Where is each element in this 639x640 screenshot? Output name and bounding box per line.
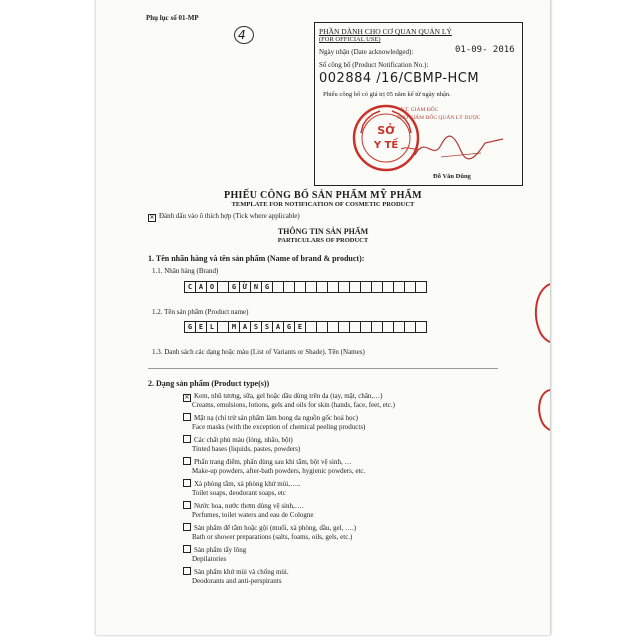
product-char-box[interactable] bbox=[218, 322, 229, 332]
handwritten-page-number: 4 bbox=[238, 28, 246, 42]
official-heading: PHẦN DÀNH CHO CƠ QUAN QUẢN LÝ bbox=[319, 27, 452, 36]
product-char-box[interactable] bbox=[405, 322, 416, 332]
brand-label: 1.1. Nhãn hàng (Brand) bbox=[152, 267, 219, 275]
product-char-box[interactable]: E bbox=[196, 322, 207, 332]
product-type-item bbox=[183, 434, 513, 454]
section-divider bbox=[148, 368, 498, 369]
brand-char-box[interactable]: C bbox=[185, 282, 196, 292]
brand-char-box[interactable] bbox=[394, 282, 405, 292]
product-char-box[interactable] bbox=[328, 322, 339, 332]
product-type-item bbox=[183, 478, 513, 498]
brand-char-box[interactable] bbox=[306, 282, 317, 292]
product-char-box[interactable]: G bbox=[185, 322, 196, 332]
product-char-box[interactable] bbox=[317, 322, 328, 332]
document-page bbox=[96, 0, 550, 635]
product-char-box[interactable] bbox=[416, 322, 426, 332]
brand-char-box[interactable] bbox=[218, 282, 229, 292]
product-char-box[interactable]: E bbox=[295, 322, 306, 332]
product-type-checkbox[interactable] bbox=[183, 435, 191, 443]
product-type-checkbox[interactable] bbox=[183, 523, 191, 531]
product-type-text-en: Perfumes, toilet waters and eau de Cologne bbox=[192, 511, 314, 519]
product-char-box[interactable]: L bbox=[207, 322, 218, 332]
product-type-label-vi bbox=[183, 434, 513, 445]
product-type-label-vi bbox=[183, 522, 513, 533]
product-type-text-vi: Xà phòng tắm, xà phòng khử mùi,….. bbox=[194, 480, 301, 488]
product-char-box[interactable] bbox=[383, 322, 394, 332]
product-char-box[interactable] bbox=[306, 322, 317, 332]
product-char-box[interactable]: M bbox=[229, 322, 240, 332]
product-type-text-en: Face masks (with the exception of chemical peeling products) bbox=[192, 423, 366, 431]
stamp-text-mid: Y TẾ bbox=[373, 140, 399, 151]
product-type-label-vi bbox=[183, 392, 513, 401]
brand-char-box[interactable] bbox=[361, 282, 372, 292]
signer-title-1: KT. GIÁM ĐỐC bbox=[401, 107, 439, 113]
product-type-list bbox=[183, 392, 513, 588]
product-name-label: 1.2. Tên sản phẩm (Product name) bbox=[152, 308, 249, 316]
product-type-text-en: Deodorants and anti-perspirants bbox=[192, 577, 282, 585]
variants-label: 1.3. Danh sách các dạng hoặc màu (List of Variants or Shade). Tên (Names) bbox=[152, 348, 365, 356]
product-type-item bbox=[183, 500, 513, 520]
official-use-box bbox=[314, 22, 523, 186]
product-type-text-vi: Kem, nhũ tương, sữa, gel hoặc dầu dùng trên da (tay, mặt, chân,…) bbox=[194, 392, 383, 400]
product-type-checkbox[interactable]: ✕ bbox=[184, 395, 190, 401]
product-type-checkbox[interactable] bbox=[183, 457, 191, 465]
product-type-label-vi bbox=[183, 412, 513, 423]
product-type-checkbox[interactable] bbox=[183, 501, 191, 509]
form-title: PHIẾU CÔNG BỐ SẢN PHẨM MỸ PHẨM bbox=[224, 190, 422, 201]
notification-number-label: Số công bố (Product Notification No.): bbox=[319, 61, 429, 69]
product-char-box[interactable] bbox=[394, 322, 405, 332]
product-name-char-boxes[interactable] bbox=[184, 321, 427, 333]
product-char-box[interactable]: G bbox=[284, 322, 295, 332]
tick-instruction bbox=[148, 212, 300, 221]
product-type-text-en: Creams, emulsions, lotions, gels and oils for skin (hands, face, feet, etc.) bbox=[192, 401, 395, 409]
brand-char-box[interactable]: O bbox=[207, 282, 218, 292]
signer-name: Đỗ Văn Dũng bbox=[433, 173, 471, 180]
form-subtitle: TEMPLATE FOR NOTIFICATION OF COSMETIC PRODUCT bbox=[231, 201, 415, 208]
signature-icon bbox=[411, 131, 511, 163]
section-subtitle: PARTICULARS OF PRODUCT bbox=[277, 237, 369, 244]
section-title: THÔNG TIN SẢN PHẨM bbox=[277, 227, 369, 236]
brand-char-box[interactable] bbox=[339, 282, 350, 292]
product-char-box[interactable] bbox=[361, 322, 372, 332]
notification-number-value: 002884 /16/CBMP-HCM bbox=[319, 71, 480, 86]
product-char-box[interactable]: A bbox=[240, 322, 251, 332]
product-type-label-vi bbox=[183, 456, 513, 467]
product-type-label-vi bbox=[183, 500, 513, 511]
product-type-item bbox=[183, 566, 513, 586]
question-2-heading: 2. Dạng sản phẩm (Product type(s)) bbox=[148, 379, 270, 388]
brand-char-box[interactable] bbox=[328, 282, 339, 292]
product-type-text-vi: Các chất phủ màu (lỏng, nhão, bột) bbox=[194, 436, 293, 444]
brand-char-box[interactable] bbox=[405, 282, 416, 292]
product-type-checkbox[interactable] bbox=[183, 479, 191, 487]
product-type-item bbox=[183, 456, 513, 476]
brand-char-boxes[interactable] bbox=[184, 281, 427, 293]
product-type-text-vi: Sản phẩm khử mùi và chống mùi. bbox=[194, 568, 289, 576]
product-type-text-en: Tinted bases (liquids, pastes, powders) bbox=[192, 445, 301, 453]
product-type-text-vi: Nước hoa, nước thơm dùng vệ sinh,…. bbox=[194, 502, 304, 510]
appendix-label: Phụ lục số 01-MP bbox=[146, 14, 199, 22]
product-char-box[interactable]: S bbox=[251, 322, 262, 332]
brand-char-box[interactable] bbox=[372, 282, 383, 292]
validity-note: Phiếu công bố có giá trị 05 năm kể từ ngày nhận. bbox=[323, 91, 451, 98]
product-char-box[interactable] bbox=[372, 322, 383, 332]
brand-char-box[interactable]: N bbox=[251, 282, 262, 292]
brand-char-box[interactable] bbox=[416, 282, 426, 292]
brand-char-box[interactable]: G bbox=[229, 282, 240, 292]
product-type-item bbox=[183, 544, 513, 564]
brand-char-box[interactable]: A bbox=[196, 282, 207, 292]
signer-title-2: PHÓ GIÁM ĐỐC QUẢN LÝ DƯỢC bbox=[397, 115, 481, 121]
product-type-checkbox[interactable] bbox=[183, 545, 191, 553]
product-type-item bbox=[183, 392, 513, 410]
brand-char-box[interactable] bbox=[295, 282, 306, 292]
product-type-text-vi: Phấn trang điểm, phấn dùng sau khi tắm, bột vệ sinh, … bbox=[194, 458, 352, 466]
product-char-box[interactable] bbox=[350, 322, 361, 332]
brand-char-box[interactable] bbox=[273, 282, 284, 292]
product-type-label-vi bbox=[183, 566, 513, 577]
date-label: Ngày nhận (Date acknowledged): bbox=[319, 48, 414, 56]
product-type-checkbox[interactable] bbox=[183, 413, 191, 421]
product-type-checkbox[interactable] bbox=[183, 567, 191, 575]
product-char-box[interactable] bbox=[339, 322, 350, 332]
product-type-text-vi: Sản phẩm để tắm hoặc gội (muối, xà phòng, dầu, gel, ….) bbox=[194, 524, 357, 532]
product-type-text-en: Make-up powders, after-bath powders, hygienic powders, etc. bbox=[192, 467, 366, 475]
brand-char-box[interactable] bbox=[350, 282, 361, 292]
edge-stamp-marks bbox=[510, 280, 550, 440]
tick-instruction-text: Đánh dấu vào ô thích hợp (Tick where applicable) bbox=[159, 212, 300, 220]
brand-char-box[interactable] bbox=[383, 282, 394, 292]
product-type-item bbox=[183, 522, 513, 542]
product-type-item bbox=[183, 412, 513, 432]
brand-char-box[interactable]: Ừ bbox=[240, 282, 251, 292]
official-heading-en: (FOR OFFICIAL USE) bbox=[319, 36, 381, 43]
brand-char-box[interactable] bbox=[284, 282, 295, 292]
product-type-label-vi bbox=[183, 478, 513, 489]
product-type-text-vi: Mặt nạ (chỉ trừ sản phẩm làm bong da nguồn gốc hoá học) bbox=[194, 414, 358, 422]
product-type-text-en: Toilet soaps, deodorant soaps, etc bbox=[192, 489, 286, 497]
product-char-box[interactable]: A bbox=[273, 322, 284, 332]
tick-example-checkbox: ✕ bbox=[149, 215, 155, 221]
brand-char-box[interactable]: G bbox=[262, 282, 273, 292]
product-type-label-vi bbox=[183, 544, 513, 555]
question-1-heading: 1. Tên nhãn hàng và tên sản phẩm (Name of brand & product): bbox=[148, 254, 365, 263]
brand-char-box[interactable] bbox=[317, 282, 328, 292]
product-type-text-en: Bath or shower preparations (salts, foams, oils, gels, etc.) bbox=[192, 533, 353, 541]
product-char-box[interactable]: S bbox=[262, 322, 273, 332]
stamp-text-top: SỞ bbox=[377, 124, 395, 137]
product-type-text-vi: Sản phẩm tẩy lông bbox=[194, 546, 247, 554]
product-type-text-en: Depilatories bbox=[192, 555, 227, 563]
date-value: 01-09- 2016 bbox=[455, 45, 515, 55]
